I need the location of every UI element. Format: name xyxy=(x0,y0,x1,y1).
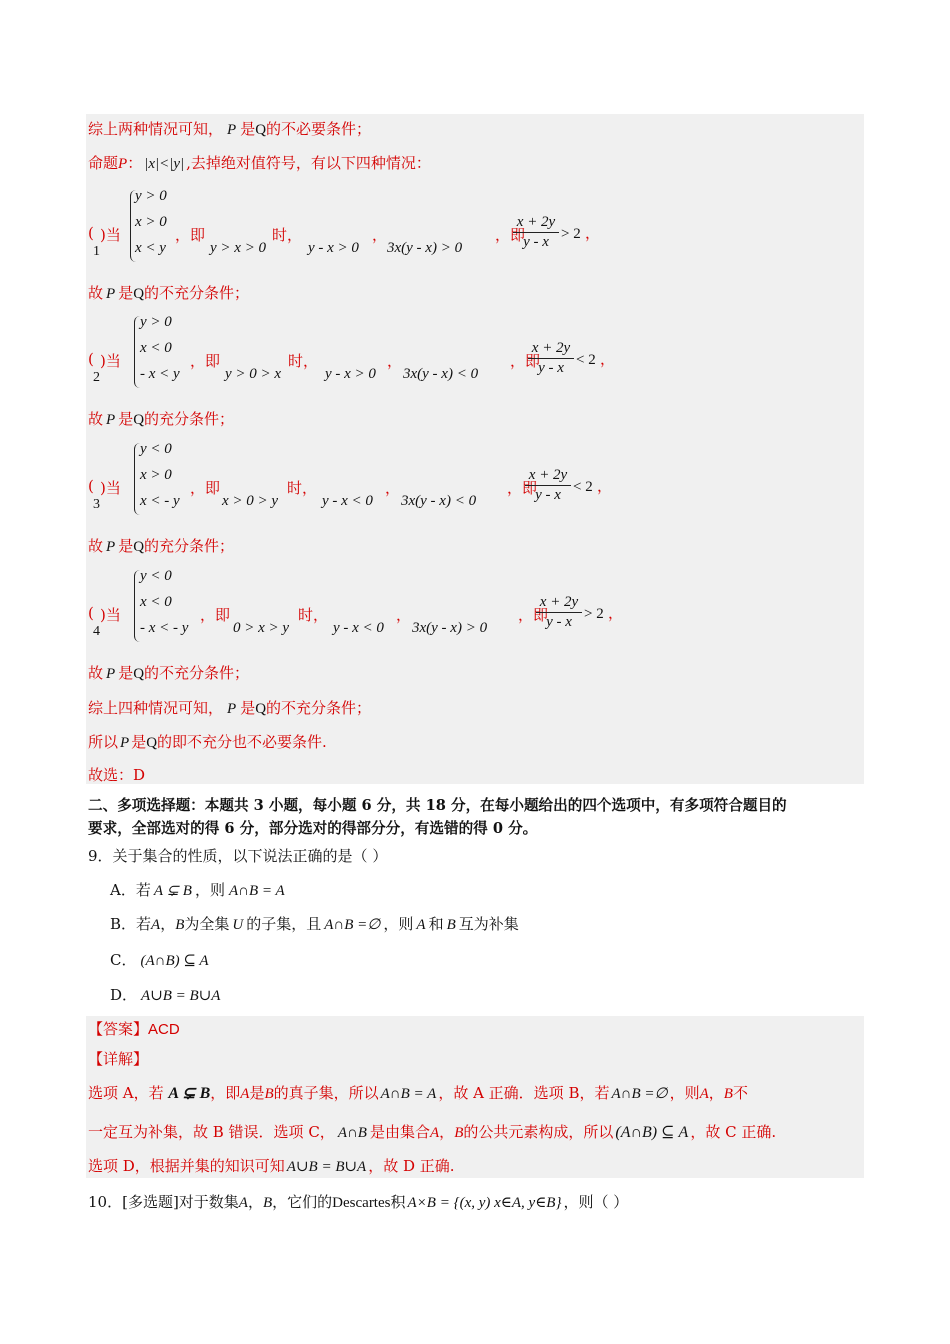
detail-line-2: 一定互为补集，故 B 错误．选项 C， A∩B 是由集合A，B的公共元素构成，所以 (A∩B) ⊆ A ，故 C 正确. xyxy=(88,1123,777,1141)
case-number: 1 xyxy=(93,244,100,259)
case-shi: 时， xyxy=(298,606,329,624)
fraction-bar xyxy=(525,485,571,486)
concl-p: P xyxy=(106,286,116,302)
concl-q: Q xyxy=(133,412,145,428)
case-condition: y > 0 > x xyxy=(225,366,282,382)
concl-mid: 是 xyxy=(118,410,134,428)
detail-tag: 【详解】 xyxy=(88,1050,149,1068)
summary-two-cases: 综上两种情况可知， P 是Q的不必要条件； xyxy=(88,120,372,138)
case-ji: ，即 xyxy=(200,606,231,624)
case-fraction xyxy=(528,340,574,377)
case-ji2: ，即 xyxy=(507,479,538,497)
case-comparison: < 2 xyxy=(573,479,593,495)
system-inequality: x < 0 xyxy=(140,594,172,610)
system-inequality: x < y xyxy=(135,240,166,256)
case-close-paren: )当 xyxy=(100,479,121,497)
fraction-bar xyxy=(528,358,574,359)
case-ji: ，即 xyxy=(175,226,206,244)
case-conclusion xyxy=(88,283,249,304)
fraction-bar xyxy=(513,232,559,233)
case-conclusion xyxy=(88,663,249,684)
case-end: ， xyxy=(608,604,624,622)
system-inequality: y < 0 xyxy=(140,441,172,457)
system-inequality: x < 0 xyxy=(140,340,172,356)
case-end: ， xyxy=(597,477,613,495)
case-product: 3x(y - x) < 0 xyxy=(401,493,477,509)
concl-p: P xyxy=(106,539,116,555)
case-product: 3x(y - x) > 0 xyxy=(412,620,488,636)
option-a[interactable]: A．若 A ⊊ B ，则 A∩B = A xyxy=(110,881,285,899)
case-ji2: ，即 xyxy=(495,226,526,244)
case-comparison: < 2 xyxy=(576,352,596,368)
case-shi: 时， xyxy=(288,352,319,370)
case-comma: ， xyxy=(385,479,401,497)
case-fraction xyxy=(525,467,571,504)
summary-four-cases: 综上四种情况可知， P 是Q的不充分条件； xyxy=(88,699,372,717)
system-inequality: x < - y xyxy=(140,493,180,509)
concl-pre: 故 xyxy=(88,284,104,302)
concl-mid: 是 xyxy=(118,664,134,682)
concl-post: 的不充分条件； xyxy=(144,284,250,302)
concl-mid: 是 xyxy=(118,284,134,302)
case-condition: 0 > x > y xyxy=(233,620,290,636)
concl-q: Q xyxy=(133,286,145,302)
case-open-paren: ( xyxy=(88,477,94,495)
case-end: ， xyxy=(600,350,616,368)
option-c[interactable]: C． (A∩B) ⊆ A xyxy=(110,951,209,969)
case-fraction xyxy=(513,214,559,251)
fraction-denominator: y - x xyxy=(535,487,561,503)
case-shi: 时， xyxy=(272,226,303,244)
case-number: 4 xyxy=(93,624,100,639)
fraction-denominator: y - x xyxy=(523,234,549,250)
concl-mid: 是 xyxy=(118,537,134,555)
case-difference: y - x < 0 xyxy=(333,620,384,636)
concl-pre: 故 xyxy=(88,410,104,428)
case-close-paren: )当 xyxy=(100,226,121,244)
system-inequality: y < 0 xyxy=(140,568,172,584)
case-close-paren: )当 xyxy=(100,352,121,370)
answer-line: 【答案】ACD xyxy=(88,1020,180,1038)
case-number: 2 xyxy=(93,370,100,385)
concl-pre: 故 xyxy=(88,537,104,555)
concl-post: 的不充分条件； xyxy=(144,664,250,682)
system-inequality: - x < - y xyxy=(140,620,189,636)
case-comparison: > 2 xyxy=(584,606,604,622)
case-comma: ， xyxy=(372,226,388,244)
option-b[interactable]: B．若A，B为全集 U 的子集，且 A∩B =∅ ，则 A 和 B 互为补集 xyxy=(110,915,519,933)
detail-line-1: 选项 A，若 A ⊊ B，即A是B的真子集，所以 A∩B = A ，故 A 正确．选项 B，若 A∩B =∅ ，则A，B不 xyxy=(88,1084,748,1102)
case-condition: y > x > 0 xyxy=(210,240,267,256)
fraction-numerator: x + 2y xyxy=(516,214,556,230)
case-ji2: ，即 xyxy=(510,352,541,370)
case-close-paren: )当 xyxy=(100,606,121,624)
concl-pre: 故 xyxy=(88,664,104,682)
case-comparison: > 2 xyxy=(561,226,581,242)
concl-q: Q xyxy=(133,666,145,682)
case-number: 3 xyxy=(93,497,100,512)
choice-line: 故选：D xyxy=(88,766,146,784)
case-end: ， xyxy=(585,224,601,242)
system-inequality: x > 0 xyxy=(140,467,172,483)
case-fraction xyxy=(536,594,582,631)
section-heading-line2: 要求，全部选对的得 6 分，部分选对的得部分分，有选错的得 0 分。 xyxy=(88,820,538,837)
concl-p: P xyxy=(106,666,116,682)
fraction-numerator: x + 2y xyxy=(531,340,571,356)
case-open-paren: ( xyxy=(88,604,94,622)
concl-post: 的充分条件； xyxy=(144,410,235,428)
question-10-stem: 10．[多选题]对于数集A，B，它们的Descartes积 A×B = {(x, y) x∈A, y∈B} ，则（ ） xyxy=(88,1193,629,1211)
case-product: 3x(y - x) > 0 xyxy=(387,240,463,256)
summary-conclusion: 所以 P 是Q的即不充分也不必要条件. xyxy=(88,733,327,751)
case-conclusion xyxy=(88,536,234,557)
case-conclusion xyxy=(88,409,234,430)
case-difference: y - x < 0 xyxy=(322,493,373,509)
system-inequality: y > 0 xyxy=(140,314,172,330)
case-ji: ，即 xyxy=(190,479,221,497)
case-shi: 时， xyxy=(287,479,318,497)
fraction-denominator: y - x xyxy=(538,360,564,376)
case-product: 3x(y - x) < 0 xyxy=(403,366,479,382)
case-open-paren: ( xyxy=(88,224,94,242)
fraction-bar xyxy=(536,612,582,613)
concl-post: 的充分条件； xyxy=(144,537,235,555)
fraction-numerator: x + 2y xyxy=(539,594,579,610)
fraction-denominator: y - x xyxy=(546,614,572,630)
system-inequality: y > 0 xyxy=(135,188,167,204)
system-inequality: x > 0 xyxy=(135,214,167,230)
system-inequality: - x < y xyxy=(140,366,180,382)
case-open-paren: ( xyxy=(88,350,94,368)
question-9-stem: 9．关于集合的性质，以下说法正确的是（ ） xyxy=(88,847,388,865)
section-heading-line1: 二、多项选择题：本题共 3 小题，每小题 6 分，共 18 分，在每小题给出的四个选项中，有多项符合题目的 xyxy=(88,797,787,814)
case-comma: ， xyxy=(387,352,403,370)
option-d[interactable]: D． A∪B = B∪A xyxy=(110,986,221,1004)
concl-p: P xyxy=(106,412,116,428)
case-difference: y - x > 0 xyxy=(325,366,376,382)
case-comma: ， xyxy=(396,606,412,624)
case-ji2: ，即 xyxy=(518,606,549,624)
fraction-numerator: x + 2y xyxy=(528,467,568,483)
proposition-line: 命题P： |x|<|y| ,去掉绝对值符号，有以下四种情况： xyxy=(88,154,431,172)
case-difference: y - x > 0 xyxy=(308,240,359,256)
case-ji: ，即 xyxy=(190,352,221,370)
case-condition: x > 0 > y xyxy=(222,493,279,509)
concl-q: Q xyxy=(133,539,145,555)
detail-line-3: 选项 D，根据并集的知识可知 A∪B = B∪A ，故 D 正确. xyxy=(88,1157,455,1175)
